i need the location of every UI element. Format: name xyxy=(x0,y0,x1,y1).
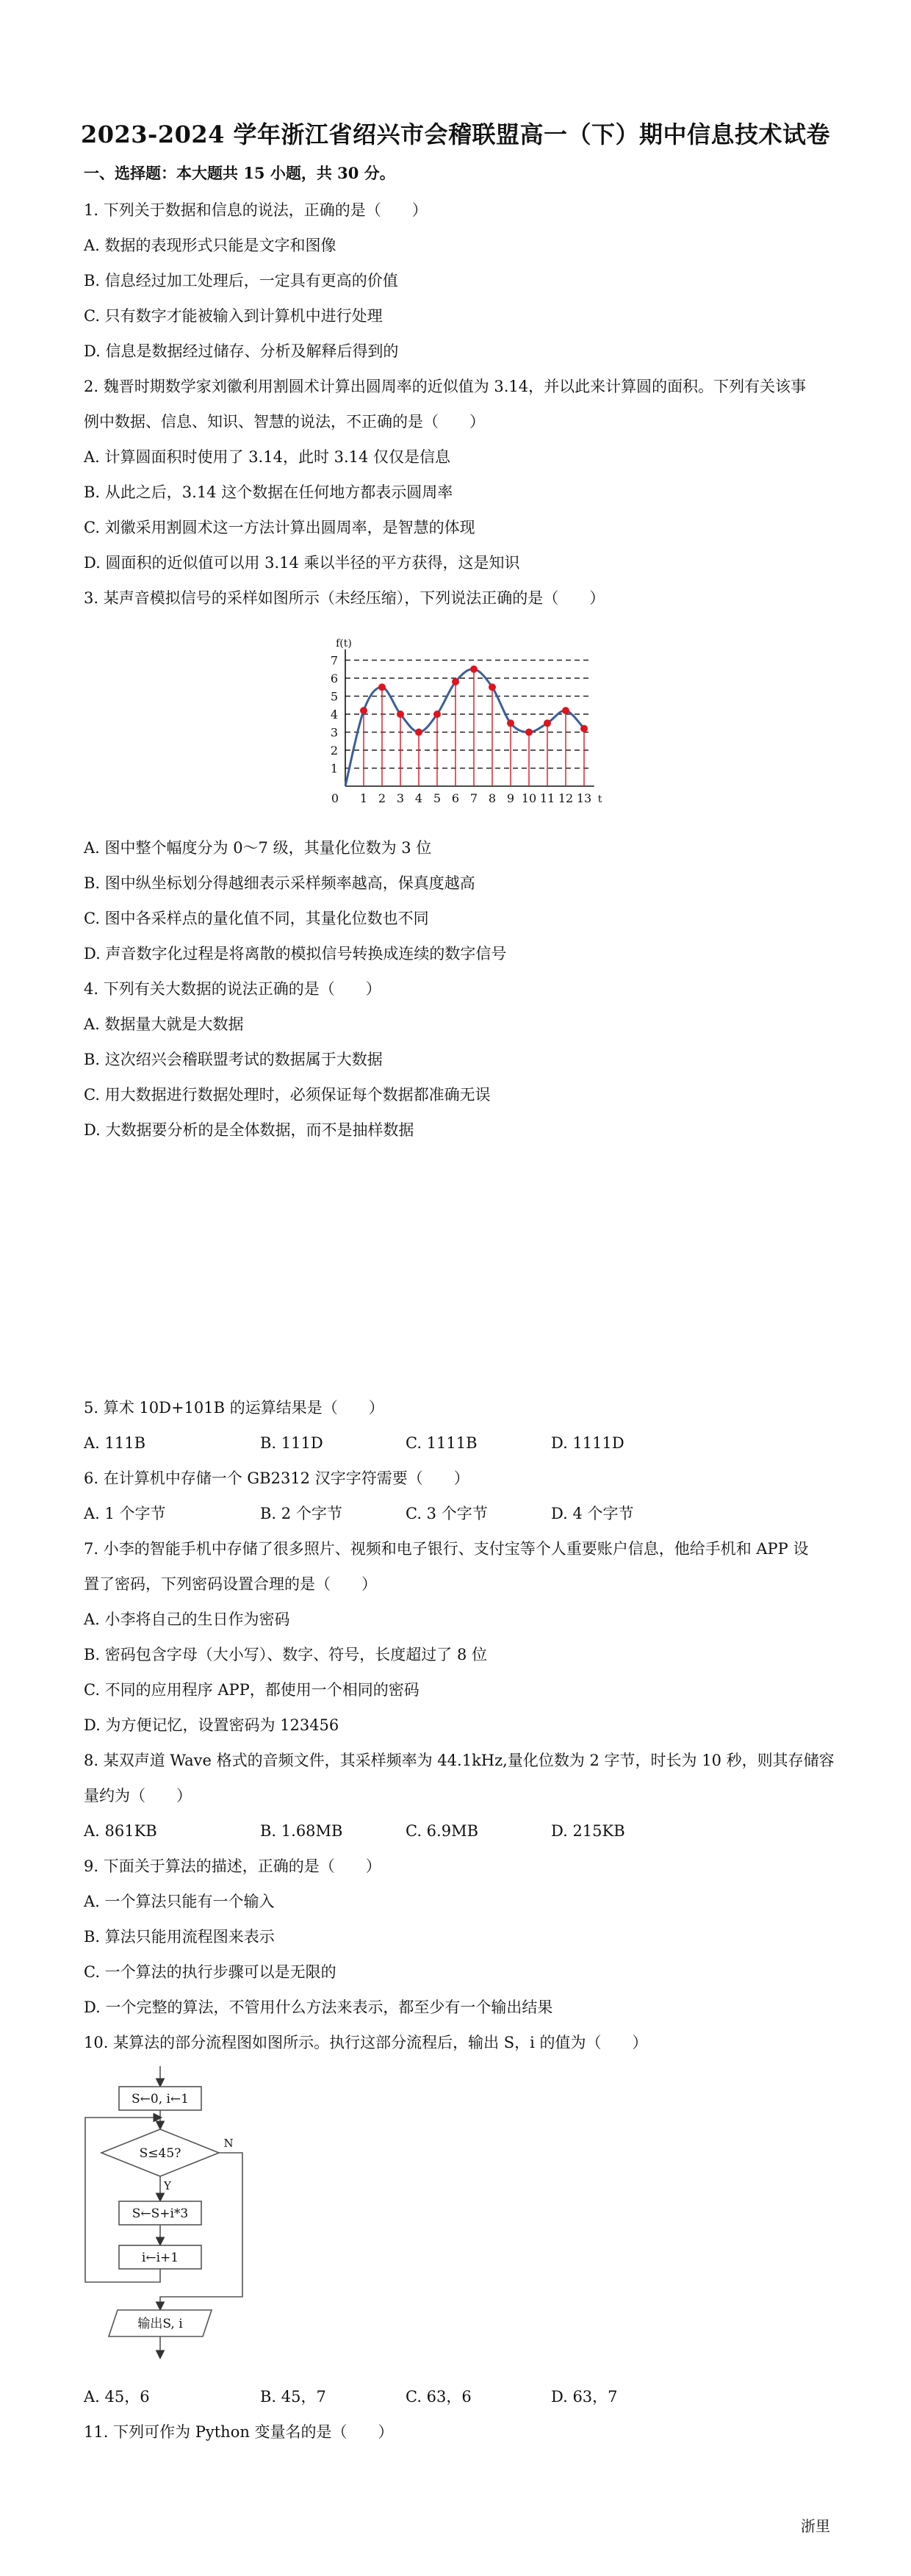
q7-option-a: A. 小李将自己的生日作为密码 xyxy=(84,1611,290,1628)
sample-point xyxy=(489,683,496,691)
q5-option-a: A. 111B xyxy=(84,1434,146,1452)
flow-arrow-no xyxy=(160,2153,242,2309)
x-tick-label: 4 xyxy=(414,791,423,805)
y-axis-label: f(t) xyxy=(336,637,352,650)
q3-option-d: D. 声音数字化过程是将离散的模拟信号转换成连续的数字信号 xyxy=(84,945,507,963)
sample-point xyxy=(378,683,386,691)
q6-option-b: B. 2 个字节 xyxy=(260,1505,342,1522)
q10-option-c: C. 63，6 xyxy=(406,2388,472,2406)
q3-option-a: A. 图中整个幅度分为 0～7 级，其量化位数为 3 位 xyxy=(84,839,432,857)
q6-stem: 6. 在计算机中存储一个 GB2312 汉字字符需要（ ） xyxy=(84,1469,469,1487)
q4-stem: 4. 下列有关大数据的说法正确的是（ ） xyxy=(84,980,381,998)
sample-point xyxy=(580,725,588,733)
q7-option-d: D. 为方便记忆，设置密码为 123456 xyxy=(84,1716,339,1734)
q8-option-d: D. 215KB xyxy=(551,1822,625,1840)
q3-option-c: C. 图中各采样点的量化值不同，其量化位数也不同 xyxy=(84,910,429,927)
sample-point xyxy=(507,719,514,727)
q5-option-b: B. 111D xyxy=(260,1434,323,1452)
flow-step1-text: S←S+i*3 xyxy=(132,2206,189,2221)
q3-option-b: B. 图中纵坐标划分得越细表示采样频率越高，保真度越高 xyxy=(84,874,475,892)
x-tick-label: 7 xyxy=(469,791,478,805)
q10-option-d: D. 63，7 xyxy=(551,2388,618,2406)
sample-point xyxy=(415,729,422,736)
q7-option-c: C. 不同的应用程序 APP，都使用一个相同的密码 xyxy=(84,1681,420,1699)
origin-label: 0 xyxy=(331,791,339,805)
q7-stem-line1: 7. 小李的智能手机中存储了很多照片、视频和电子银行、支付宝等个人重要账户信息，他给手机和 APP 设 xyxy=(84,1540,809,1558)
q10-stem: 10. 某算法的部分流程图如图所示。执行这部分流程后，输出 S，i 的值为（ ） xyxy=(84,2034,648,2051)
y-tick-label: 1 xyxy=(330,761,338,776)
q10-option-a: A. 45，6 xyxy=(84,2388,150,2406)
sample-point xyxy=(470,666,478,673)
q2-option-b: B. 从此之后，3.14 这个数据在任何地方都表示圆周率 xyxy=(84,483,453,501)
sample-point xyxy=(433,710,441,718)
flow-output-text: 输出S, i xyxy=(137,2317,183,2331)
x-tick-label: 1 xyxy=(359,791,368,805)
q4-option-a: A. 数据量大就是大数据 xyxy=(84,1015,244,1033)
sample-point xyxy=(360,707,367,714)
footer-mark: 浙里 xyxy=(801,2517,830,2535)
y-tick-label: 6 xyxy=(330,672,338,686)
x-tick-label: 11 xyxy=(539,791,555,805)
q7-option-b: B. 密码包含字母（大小写）、数字、符号，长度超过了 8 位 xyxy=(84,1646,487,1663)
x-tick-label: 13 xyxy=(576,791,592,805)
flow-yes-label: Y xyxy=(164,2179,171,2192)
sample-point xyxy=(452,678,459,686)
q2-stem-line2: 例中数据、信息、知识、智慧的说法，不正确的是（ ） xyxy=(84,413,485,431)
q2-option-d: D. 圆面积的近似值可以用 3.14 乘以半径的平方获得，这是知识 xyxy=(84,554,520,572)
x-axis-label: t xyxy=(597,794,602,805)
q3-stem: 3. 某声音模拟信号的采样如图所示（未经压缩），下列说法正确的是（ ） xyxy=(84,589,605,607)
y-tick-label: 3 xyxy=(330,725,338,740)
y-tick-label: 7 xyxy=(330,653,338,668)
x-tick-label: 5 xyxy=(433,791,442,805)
q2-option-a: A. 计算圆面积时使用了 3.14，此时 3.14 仅仅是信息 xyxy=(84,448,451,466)
flow-init-text: S←0, i←1 xyxy=(131,2092,190,2107)
q11-stem: 11. 下列可作为 Python 变量名的是（ ） xyxy=(84,2423,394,2441)
x-tick-label: 6 xyxy=(451,791,460,805)
x-tick-label: 12 xyxy=(558,791,574,805)
sample-point xyxy=(525,729,533,736)
q9-stem: 9. 下面关于算法的描述，正确的是（ ） xyxy=(84,1857,381,1875)
flow-step2-text: i←i+1 xyxy=(141,2251,179,2265)
q4-option-b: B. 这次绍兴会稽联盟考试的数据属于大数据 xyxy=(84,1051,383,1068)
q9-option-c: C. 一个算法的执行步骤可以是无限的 xyxy=(84,1963,336,1981)
q1-option-d: D. 信息是数据经过储存、分析及解释后得到的 xyxy=(84,342,399,360)
x-tick-label: 2 xyxy=(378,791,386,805)
q5-stem: 5. 算术 10D+101B 的运算结果是（ ） xyxy=(84,1399,384,1417)
x-tick-label: 3 xyxy=(396,791,405,805)
q1-option-c: C. 只有数字才能被输入到计算机中进行处理 xyxy=(84,307,383,325)
y-tick-label: 5 xyxy=(330,689,338,704)
q2-stem-line1: 2. 魏晋时期数学家刘徽利用割圆术计算出圆周率的近似值为 3.14，并以此来计算圆的面积。下列有关该事 xyxy=(84,378,807,395)
q8-stem-line2: 量约为（ ） xyxy=(84,1787,192,1805)
q9-option-d: D. 一个完整的算法，不管用什么方法来表示，都至少有一个输出结果 xyxy=(84,1998,553,2016)
y-tick-label: 4 xyxy=(330,708,338,722)
q6-option-c: C. 3 个字节 xyxy=(406,1505,488,1522)
q1-option-b: B. 信息经过加工处理后，一定具有更高的价值 xyxy=(84,272,398,289)
q2-option-c: C. 刘徽采用割圆术这一方法计算出圆周率，是智慧的体现 xyxy=(84,519,475,536)
q6-option-d: D. 4 个字节 xyxy=(551,1505,634,1522)
q8-stem-line1: 8. 某双声道 Wave 格式的音频文件，其采样频率为 44.1kHz,量化位数为 2 字节，时长为 10 秒，则其存储容 xyxy=(84,1752,835,1769)
x-tick-label: 9 xyxy=(506,791,515,805)
sample-point xyxy=(397,710,404,718)
x-tick-label: 8 xyxy=(488,791,497,805)
section-heading: 一、选择题：本大题共 15 小题，共 30 分。 xyxy=(84,164,395,182)
flowchart xyxy=(79,2063,256,2364)
q5-option-c: C. 1111B xyxy=(406,1434,478,1452)
q10-option-b: B. 45，7 xyxy=(260,2388,326,2406)
q8-option-b: B. 1.68MB xyxy=(260,1822,343,1840)
flow-no-label: N xyxy=(223,2137,234,2150)
page-title: 2023-2024 学年浙江省绍兴市会稽联盟高一（下）期中信息技术试卷 xyxy=(80,120,831,148)
q1-option-a: A. 数据的表现形式只能是文字和图像 xyxy=(84,237,336,254)
q5-option-d: D. 1111D xyxy=(551,1434,624,1452)
sample-point xyxy=(562,707,569,714)
q6-option-a: A. 1 个字节 xyxy=(84,1505,166,1522)
sampling-chart xyxy=(316,617,617,812)
q9-option-a: A. 一个算法只能有一个输入 xyxy=(84,1893,275,1910)
q8-option-a: A. 861KB xyxy=(84,1822,157,1840)
q1-stem: 1. 下列关于数据和信息的说法，正确的是（ ） xyxy=(84,201,428,219)
x-tick-label: 10 xyxy=(521,791,537,805)
q9-option-b: B. 算法只能用流程图来表示 xyxy=(84,1928,275,1946)
q8-option-c: C. 6.9MB xyxy=(406,1822,479,1840)
y-tick-label: 2 xyxy=(330,744,338,758)
flow-cond-text: S≤45? xyxy=(139,2146,181,2161)
sample-point xyxy=(544,719,551,727)
q4-option-d: D. 大数据要分析的是全体数据，而不是抽样数据 xyxy=(84,1121,414,1139)
q7-stem-line2: 置了密码，下列密码设置合理的是（ ） xyxy=(84,1575,377,1593)
q4-option-c: C. 用大数据进行数据处理时，必须保证每个数据都准确无误 xyxy=(84,1086,491,1104)
